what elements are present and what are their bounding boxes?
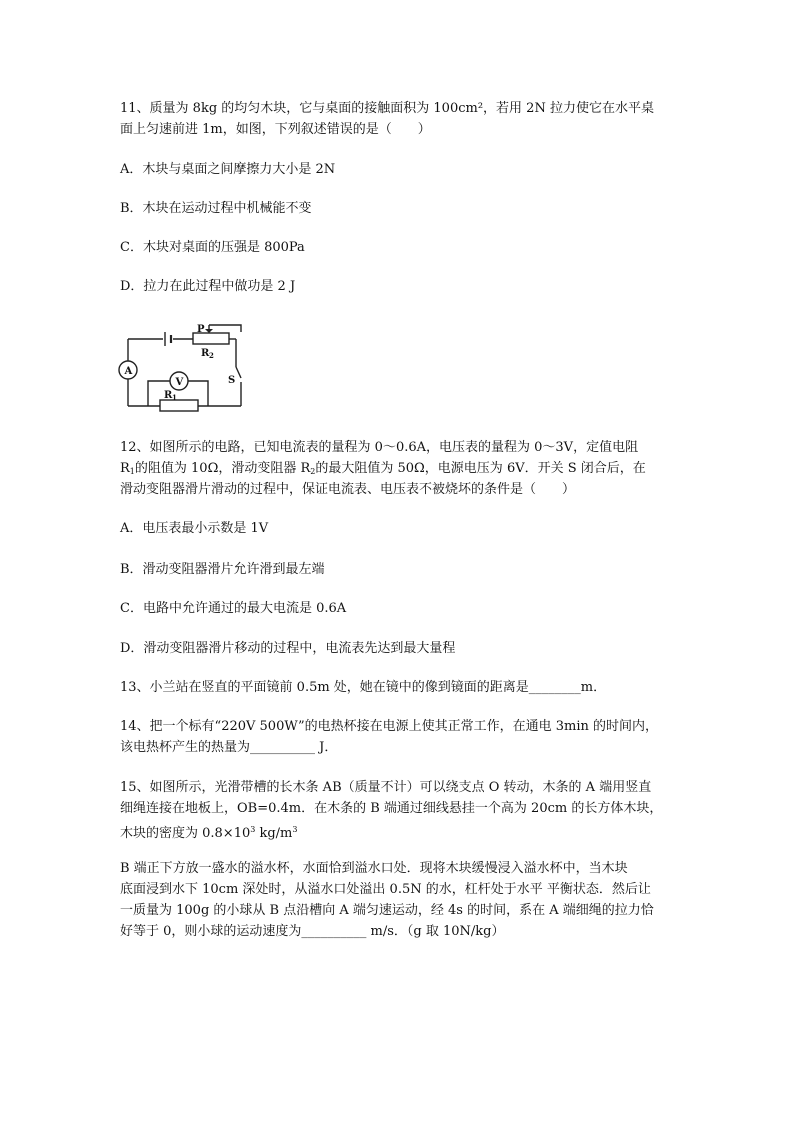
q11-option-d: D．拉力在此过程中做功是 2 J (120, 279, 296, 294)
label-switch: S (228, 375, 236, 386)
q15-stem-line2: 细绳连接在地板上，OB=0.4m．在木条的 B 端通过细线悬挂一个高为 20cm 的长方体木块， (120, 801, 663, 816)
circuit-diagram (118, 320, 254, 414)
q12-stem-line2-mid: 的阻值为 10Ω，滑动变阻器 R (134, 461, 311, 476)
q15-density-unit: kg/m (255, 826, 293, 841)
label-p: P (197, 324, 205, 335)
q11-option-a: A．木块与桌面之间摩擦力大小是 2N (120, 162, 336, 177)
q11-option-b: B．木块在运动过程中机械能不变 (120, 201, 312, 216)
q15-para2-line3: 一质量为 100g 的小球从 B 点沿槽向 A 端匀速运动，经 4s 的时间，系在 A 端细绳的拉力恰 (120, 903, 654, 918)
label-r1-sub: 1 (172, 393, 177, 402)
label-r2: R (201, 348, 210, 359)
q15-density-text: 木块的密度为 0.8×10 (120, 826, 251, 841)
q12-option-c: C．电路中允许通过的最大电流是 0.6A (120, 601, 347, 616)
q13-stem: 13、小兰站在竖直的平面镜前 0.5m 处，她在镜中的像到镜面的距离是________m． (120, 680, 607, 695)
q12-option-d: D．滑动变阻器滑片移动的过程中，电流表先达到最大量程 (120, 641, 456, 656)
q15-para2-line4: 好等于 0，则小球的运动速度为__________ m/s．（g 取 10N/kg） (120, 924, 505, 939)
q15-density-unit-exp: 3 (292, 825, 298, 834)
label-voltmeter: V (175, 377, 184, 388)
q14-stem-line1: 14、把一个标有“220V 500W”的电热杯接在电源上使其正常工作，在通电 3min 的时间内， (120, 719, 658, 734)
q12-r1-symbol: R (120, 461, 130, 476)
q12-stem-line3: 滑动变阻器滑片滑动的过程中，保证电流表、电压表不被烧坏的条件是（ ） (120, 482, 576, 497)
label-r1: R (164, 390, 173, 401)
q12-option-a: A．电压表最小示数是 1V (120, 521, 269, 536)
q15-para2-line1: B 端正下方放一盛水的溢水杯，水面恰到溢水口处．现将木块缓慢浸入溢水杯中，当木块 (120, 861, 628, 876)
q12-option-b: B．滑动变阻器滑片允许滑到最左端 (120, 562, 325, 577)
q11-stem-line2: 面上匀速前进 1m，如图，下列叙述错误的是（ ） (120, 122, 431, 137)
slider-wire (209, 325, 241, 328)
q14-stem-line2: 该电热杯产生的热量为__________ J． (120, 740, 338, 755)
q15-para2-line2: 底面浸到水下 10cm 深处时，从溢水口处溢出 0.5N 的水，杠杆处于水平 平衡状态．然后让 (120, 882, 651, 897)
q12-r2-subscript: 2 (310, 467, 316, 476)
q12-stem-line1: 12、如图所示的电路，已知电流表的量程为 0～0.6A，电压表的量程为 0～3V，定值电阻 (120, 440, 639, 455)
q11-stem-line1: 11、质量为 8kg 的均匀木块，它与桌面的接触面积为 100cm²，若用 2N 拉力使它在水平桌 (120, 101, 654, 116)
resistor-r1 (160, 400, 198, 411)
q15-density-exp: 3 (250, 825, 256, 834)
q11-option-c: C．木块对桌面的压强是 800Pa (120, 240, 305, 255)
q15-stem-line3 (120, 819, 680, 844)
q12-stem-line2-post: 的最大阻值为 50Ω，电源电压为 6V．开关 S 闭合后，在 (315, 461, 646, 476)
switch-blade (236, 367, 241, 378)
q12-r1-subscript: 1 (129, 467, 135, 476)
label-r2-sub: 2 (209, 351, 214, 360)
label-ammeter: A (124, 366, 133, 377)
q15-stem-line1: 15、如图所示，光滑带槽的长木条 AB（质量不计）可以绕支点 O 转动，木条的 A 端用竖直 (120, 780, 652, 795)
